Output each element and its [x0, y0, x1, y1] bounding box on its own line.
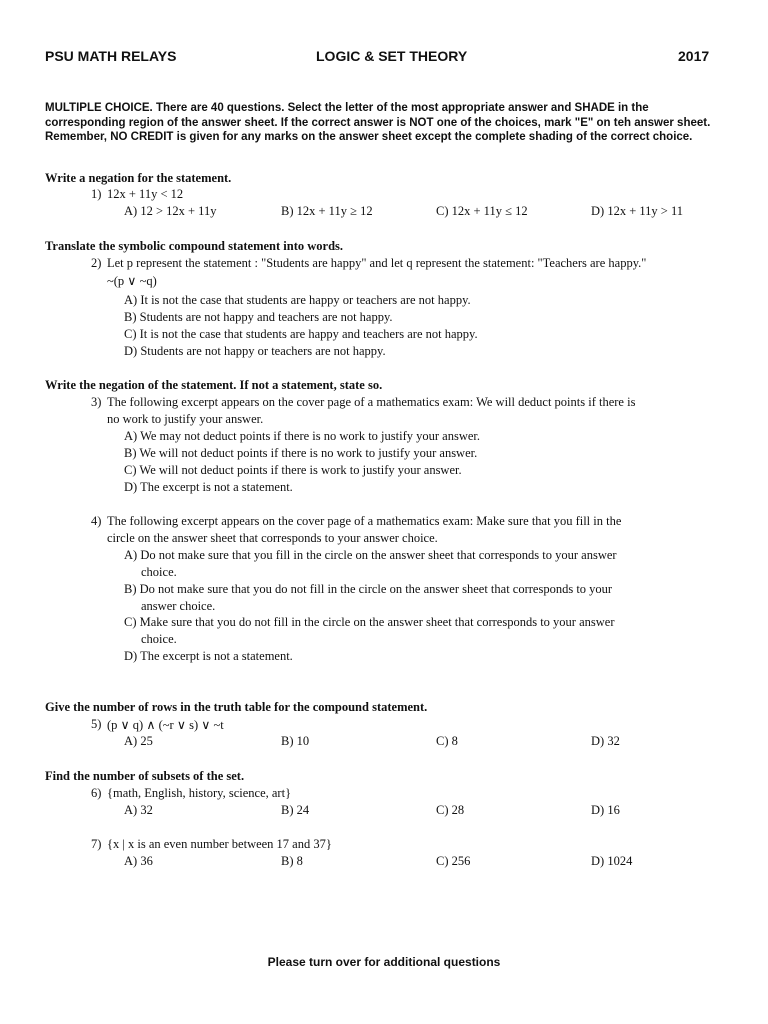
choice-d: D) 12x + 11y > 11: [591, 204, 683, 218]
choice-b: B) 24: [281, 803, 310, 817]
header-center: LOGIC & SET THEORY: [316, 48, 468, 64]
choice-c-continued: choice.: [141, 632, 177, 646]
choice-b: B) Do not make sure that you do not fill in the circle on the answer sheet that corresponds to your: [124, 582, 613, 596]
choice-a: A) 32: [124, 803, 153, 817]
section-heading: Write a negation for the statement.: [45, 171, 232, 185]
question-number: 1): [91, 187, 102, 201]
question-text: The following excerpt appears on the cover page of a mathematics exam: We will deduct points if there is: [107, 395, 636, 409]
question-text-continued: circle on the answer sheet that corresponds to your answer choice.: [107, 531, 438, 545]
choice-b: B) 10: [281, 734, 310, 748]
choice-a: A) 25: [124, 734, 153, 748]
choice-d: D) The excerpt is not a statement.: [124, 480, 293, 494]
choice-c: C) 28: [436, 803, 465, 817]
header-right: 2017: [678, 48, 710, 64]
question-number: 2): [91, 256, 102, 270]
choice-b: B) 8: [281, 854, 303, 868]
choice-c: C) Make sure that you do not fill in the circle on the answer sheet that corresponds to your answer: [124, 615, 615, 629]
choice-d: D) Students are not happy or teachers are not happy.: [124, 344, 386, 358]
question-number: 3): [91, 395, 102, 409]
section-heading: Translate the symbolic compound statement into words.: [45, 239, 344, 253]
choice-a: A) 12 > 12x + 11y: [124, 204, 217, 218]
choice-a: A) Do not make sure that you fill in the circle on the answer sheet that corresponds to your answer: [124, 548, 617, 562]
question-number: 5): [91, 717, 102, 731]
question-number: 6): [91, 786, 102, 800]
question-expression: ~(p ∨ ~q): [107, 274, 157, 288]
choice-c: C) 256: [436, 854, 471, 868]
question-text: {x | x is an even number between 17 and 37}: [107, 837, 332, 851]
question-text: The following excerpt appears on the cover page of a mathematics exam: Make sure that you fill in the: [107, 514, 622, 528]
choice-d: D) 16: [591, 803, 620, 817]
question-text: {math, English, history, science, art}: [107, 786, 292, 800]
choice-a: A) We may not deduct points if there is no work to justify your answer.: [124, 429, 480, 443]
section-heading: Write the negation of the statement. If not a statement, state so.: [45, 378, 383, 392]
choice-c: C) 12x + 11y ≤ 12: [436, 204, 528, 218]
choice-b: B) We will not deduct points if there is no work to justify your answer.: [124, 446, 478, 460]
choice-c: C) We will not deduct points if there is work to justify your answer.: [124, 463, 462, 477]
question-number: 7): [91, 837, 102, 851]
choice-d: D) 1024: [591, 854, 633, 868]
choice-a-continued: choice.: [141, 565, 177, 579]
choice-c: C) 8: [436, 734, 458, 748]
section-heading: Give the number of rows in the truth table for the compound statement.: [45, 700, 428, 714]
choice-a: A) 36: [124, 854, 153, 868]
question-text: (p ∨ q) ∧ (~r ∨ s) ∨ ~t: [107, 718, 224, 732]
footer-note: Please turn over for additional questions: [267, 955, 501, 969]
question-text: 12x + 11y < 12: [107, 187, 184, 201]
question-number: 4): [91, 514, 102, 528]
choice-d: D) The excerpt is not a statement.: [124, 649, 293, 663]
question-text-continued: no work to justify your answer.: [107, 412, 264, 426]
instructions: MULTIPLE CHOICE. There are 40 questions. Select the letter of the most appropriate answer and SHADE in the corresponding region of the answer sheet. If the correct answer is NOT one of the choices, mark "E" on teh answer sheet. Remember, NO CREDIT is given for any marks on the answer sheet except the complete shading of the correct choice.: [45, 102, 711, 143]
choice-b: B) 12x + 11y ≥ 12: [281, 204, 373, 218]
question-text: Let p represent the statement : "Students are happy" and let q represent the statement: "Teachers are happy.": [107, 256, 647, 270]
choice-d: D) 32: [591, 734, 620, 748]
section-heading: Find the number of subsets of the set.: [45, 769, 245, 783]
choice-a: A) It is not the case that students are happy or teachers are not happy.: [124, 293, 471, 307]
header-left: PSU MATH RELAYS: [45, 48, 177, 64]
choice-b-continued: answer choice.: [141, 599, 216, 613]
choice-b: B) Students are not happy and teachers are not happy.: [124, 310, 393, 324]
choice-c: C) It is not the case that students are happy and teachers are not happy.: [124, 327, 478, 341]
